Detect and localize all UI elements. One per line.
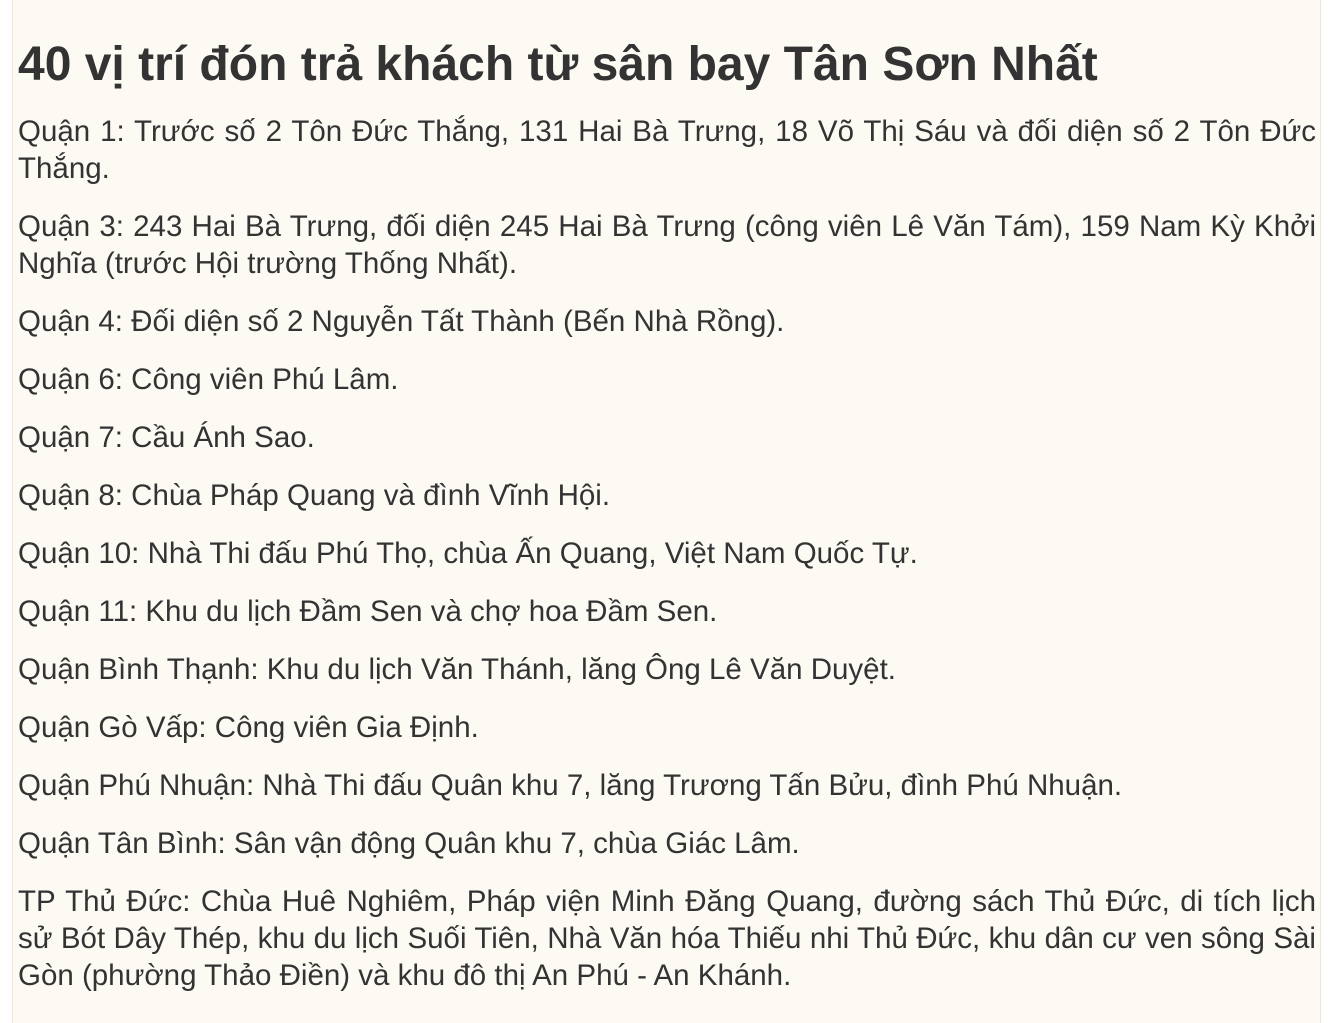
location-paragraph-district-4: Quận 4: Đối diện số 2 Nguyễn Tất Thành (Bến Nhà Rồng).: [18, 305, 785, 338]
location-paragraph-district-6: Quận 6: Công viên Phú Lâm.: [18, 363, 399, 396]
location-paragraph-tan-binh: Quận Tân Bình: Sân vận động Quân khu 7, chùa Giác Lâm.: [18, 827, 800, 860]
location-paragraph-district-11: Quận 11: Khu du lịch Đầm Sen và chợ hoa Đầm Sen.: [18, 595, 718, 628]
location-paragraph-district-1: Quận 1: Trước số 2 Tôn Đức Thắng, 131 Hai Bà Trưng, 18 Võ Thị Sáu và đối diện số 2 Tôn Đức Thắng.: [18, 115, 1316, 185]
article-title: 40 vị trí đón trả khách từ sân bay Tân Sơn Nhất: [18, 38, 1098, 91]
article-page: [12, 0, 1321, 1023]
location-paragraph-binh-thanh: Quận Bình Thạnh: Khu du lịch Văn Thánh, lăng Ông Lê Văn Duyệt.: [18, 653, 896, 686]
location-paragraph-district-8: Quận 8: Chùa Pháp Quang và đình Vĩnh Hội.: [18, 479, 611, 512]
location-paragraph-district-10: Quận 10: Nhà Thi đấu Phú Thọ, chùa Ấn Quang, Việt Nam Quốc Tự.: [18, 537, 918, 570]
location-paragraph-phu-nhuan: Quận Phú Nhuận: Nhà Thi đấu Quân khu 7, lăng Trương Tấn Bửu, đình Phú Nhuận.: [18, 769, 1123, 802]
location-paragraph-district-7: Quận 7: Cầu Ánh Sao.: [18, 421, 315, 454]
location-paragraph-go-vap: Quận Gò Vấp: Công viên Gia Định.: [18, 711, 479, 744]
location-paragraph-district-3: Quận 3: 243 Hai Bà Trưng, đối diện 245 Hai Bà Trưng (công viên Lê Văn Tám), 159 Nam Kỳ Khởi Nghĩa (trước Hội trường Thống Nhất).: [18, 210, 1316, 280]
location-paragraph-thu-duc: TP Thủ Đức: Chùa Huê Nghiêm, Pháp viện Minh Đăng Quang, đường sách Thủ Đức, di tích lịch sử Bót Dây Thép, khu du lịch Suối Tiên, Nhà Văn hóa Thiếu nhi Thủ Đức, khu dân cư ven sông Sài Gòn (phường Thảo Điền) và khu đô thị An Phú - An Khánh.: [18, 885, 1316, 992]
